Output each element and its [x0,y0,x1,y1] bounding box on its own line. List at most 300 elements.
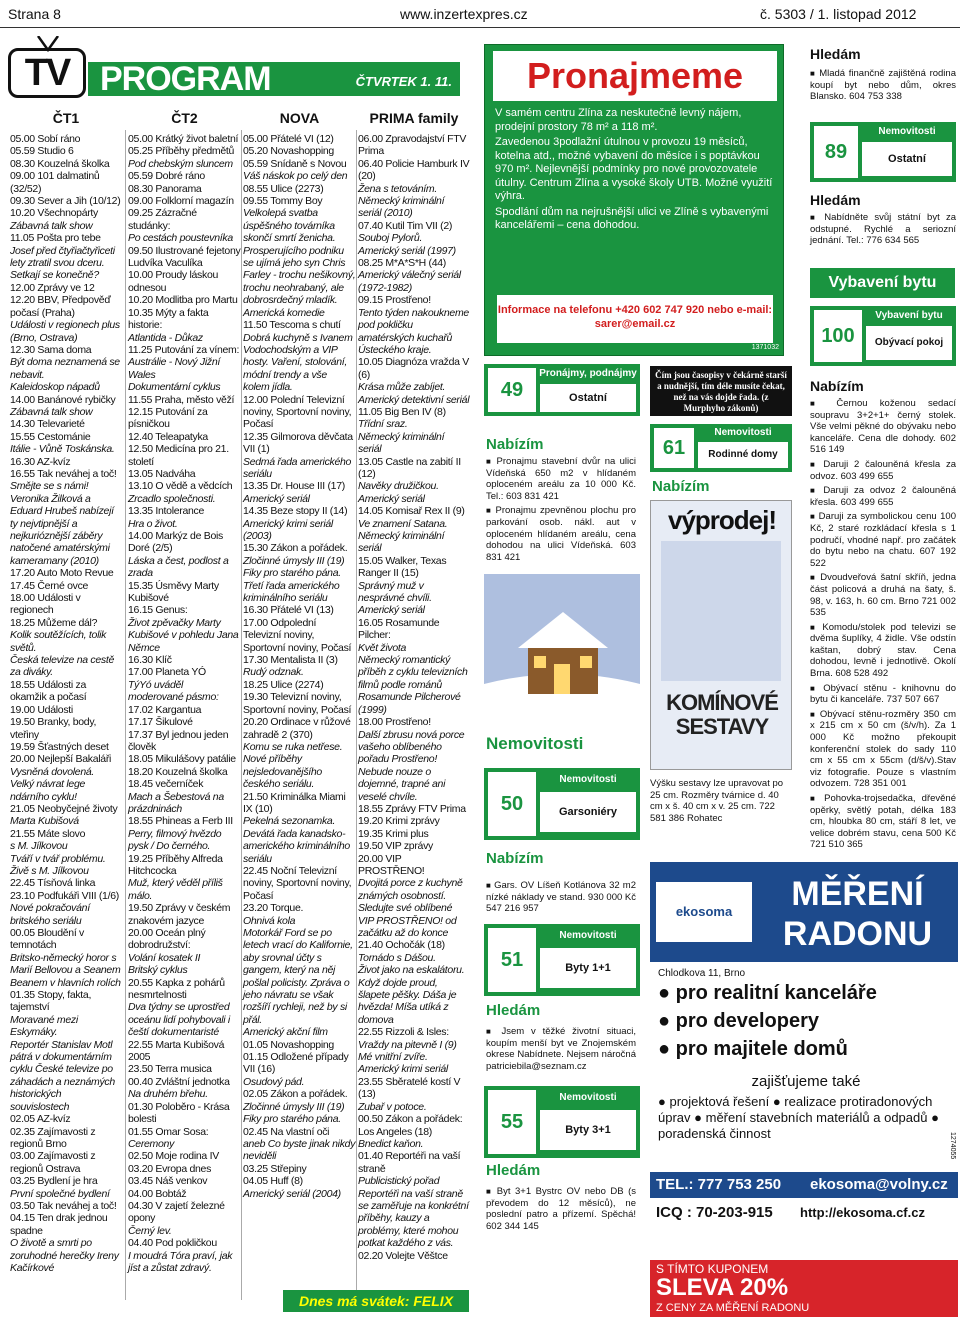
program-entry: 05.00 Přátelé VI (12) [243,133,334,145]
program-entry: 09.55 Tommy Boy [243,195,323,208]
program-entry: Třídní sraz. [358,418,408,431]
classified-ad: ■ Gars. OV Líšeň Kotlánova 32 m2 nízké náklady ve stand. 930 000 Kč 547 216 957 [486,880,636,915]
classified-ad: ■ Dvoudveřová šatní skříň, jedna část policová a druhá na šaty, š. 98, v. 163, h. 60 cm. Brno 721 002 535 [810,572,956,618]
program-entry: 12.00 Zprávy ve 12 [10,281,95,294]
program-entry: Zubař v potoce. [358,1100,427,1113]
program-entry: Německý romantický příběh z cyklu televizních filmů podle románů Rosamunde Pilcherové (1999) [358,654,468,716]
program-entry: 01.15 Odložené případy VII (16) [243,1051,349,1076]
program-entry: Dokumentární cyklus [128,381,221,394]
chimney-sale-ad [650,500,792,770]
program-entry: Muž, který věděl příliš málo. [128,877,223,902]
subcategory: Ostatní [540,384,636,412]
program-entry: 04.30 V zajetí železné opony [128,1199,225,1225]
program-entry: 03.00 Zajímavosti z regionů Ostrava [10,1150,96,1175]
radon-ad-address: Chlodkova 11, Brno [658,968,746,979]
program-entry: 03.45 Náš venkov [128,1175,208,1188]
radon-contact-bar [650,1172,958,1198]
classified-ad: ■ Komodu/stolek pod televizi se dvěma šuplíky, 4 židle. Vše odstín kaštan, dobrý stav. Cena dohodou, levně i jednotlivě. Okolí Brna. 608 528 492 [810,622,956,680]
category-number: 89 [814,126,858,178]
classified-ad: ■ Pronajmu stavební dvůr na ulici Vídeňská 650 m2 v hlídaném oploceném areálu za 10 000 Kč. Tel.: 603 831 421 [486,456,636,502]
rental-ad-line: Zavedenou 3podlažní útulnou v provozu 19 měsíců, kotelna atd., možné vybavení do měsíce i s poptávkou 970 m². Nejlevnější podmínky pro nové provozovatele útulny. Centrum Zlína a vysoké školy UTB. Možné využití výhra. [495,136,773,202]
program-entry: 12.30 Sama doma [10,343,92,356]
radon-phone[interactable]: TEL.: 777 753 250 [656,1176,782,1193]
program-entry: Události v regionech plus (Brno, Ostrava) [10,319,120,344]
category-name: Vybavení bytu [875,310,943,321]
program-entry: 19.30 Televizní noviny, Sportovní noviny, Počasí [243,691,352,716]
program-day: ČTVRTEK 1. 11. [355,74,452,89]
category-name: Nemovitosti [878,126,936,137]
program-entry: Vysněná dovolená. [10,765,95,778]
program-entry: 18.55 Phineas a Ferb III [128,815,233,828]
program-entry: 20.20 Ordinace v růžové zahradě 2 (370) [243,716,351,741]
program-entry: 05.20 Novashopping [243,145,334,158]
program-entry: 14.35 Beze stopy II (14) [243,505,348,518]
program-entry: 21.40 Ochočák (18) [358,939,445,952]
program-entry: 10.20 Modlitba pro Martu [128,294,238,307]
divider [356,130,357,1300]
program-entry: 03.50 Tak neváhej a toč! [10,1199,117,1212]
program-entry: Mé vnitřní zvíře. [358,1051,428,1064]
subcategory: Ostatní [862,142,952,176]
program-entry: 05.59 Studio 6 [10,145,74,158]
program-entry: 01.55 Omar Sosa: [128,1125,209,1138]
program-entry: Zábavná talk show [10,405,93,418]
program-entry: 13.05 Nadváha [128,467,196,480]
category-name: Nemovitosti [714,427,772,438]
program-entry: Tento týden nakoukneme pod pokličku amatérských kuchařů Ústeckého kraje. [358,306,469,356]
program-entry: O životě a smrti po zoruhodné herečky Ireny Kačírkové [10,1237,119,1274]
program-entry: 09.25 Zázračné studánky: [128,207,197,232]
program-entry: 12.40 Teleapatyka [128,430,208,443]
program-entry: Být doma neznamená se nebavit. [10,356,120,381]
classified-ad: ■ Daruji za odvoz 2 čalouněná křesla. 603 499 655 [810,485,956,508]
section-title-furniture: Vybavení bytu [810,268,955,298]
radon-email[interactable]: ekosoma@volny.cz [810,1176,948,1193]
classified-ad: ■ Daruji za symbolickou cenu 100 Kč, 2 staré rozkládací křesla s 1 područí, vhodné např. pro začátek do bytu nebo na chatu. 607 192 522 [810,511,956,569]
program-entry: 18.55 Zprávy FTV Prima [358,802,466,815]
website[interactable]: www.inzertexpres.cz [400,6,528,22]
program-entry: Americký seriál [358,604,425,617]
program-entry: 02.05 AZ-kvíz [10,1113,71,1126]
program-entry: 12.20 BBV, Předpověď počasí (Praha) [10,294,111,319]
program-entry: 06.00 Zpravodajství FTV Prima [358,133,467,158]
program-entry: Americký seriál (1997) [358,244,456,257]
rental-ad [484,44,784,356]
program-entry: Britský cyklus [128,964,188,977]
section-label: Nabízím [652,478,710,495]
name-day-banner: Dnes má svátek: FELIX [283,1290,469,1312]
radon-target: ● pro realitní kanceláře [658,982,877,1004]
program-entry: Americký krimi seriál [358,1063,448,1076]
program-entry: Kaleidoskop nápadů [10,381,100,394]
program-entry: Pod chebským sluncem [128,157,233,170]
subcategory: Obývací pokoj [866,326,952,360]
program-entry: 08.25 M*A*S*H (44) [358,257,446,270]
program-entry: 03.25 Bydlení je hra [10,1175,98,1188]
program-entry: 21.05 Neobyčejné životy [10,802,118,815]
category-number: 51 [488,928,536,992]
program-entry: 14.30 Televarieté [10,418,85,431]
program-entry: 14.05 Komisař Rex II (9) [358,505,465,518]
program-entry: 09.50 Ilustrované fejetony Ludvíka Vaculíka [128,244,241,270]
program-entry: 18.00 Prostřeno! [358,716,431,729]
rental-ad-text [495,107,775,235]
program-entry: 17.45 Černé ovce [10,579,89,592]
program-entry: 05.00 Sobí ráno [10,133,81,145]
category-box-51 [484,924,640,996]
classified-ad: ■ Daruji 2 čalouněná křesla za odvoz. 603 499 655 [810,459,956,482]
program-entry: 16.30 AZ-kvíz [10,455,71,468]
program-entry: 12.35 Gilmorova děvčata VII (1) [243,430,353,456]
program-entry: 23.20 Torque. [243,902,304,915]
program-entry: Americký válečný seriál (1972-1982) [358,269,461,294]
program-entry: 18.20 Kouzelná školka [128,765,228,778]
program-entry: 05.00 Krátký život baletní [128,133,239,145]
ad-code: 1274055 [949,1132,956,1160]
coupon [650,1260,958,1317]
program-entry: 02.35 Zajímavosti z regionů Brno [10,1125,96,1150]
program-entry: Německý kriminální seriál [358,430,445,456]
program-entry: 17.30 Mentalista II (3) [243,654,338,667]
program-entry: 12.00 Polední Televizní noviny, Sportovní noviny, Počasí [243,393,352,431]
category-box-100 [810,306,956,366]
channel-header-ct2: ČT2 [171,110,198,126]
program-entry: 10.20 Všechnopárty [10,207,98,220]
program-entry: 04.00 Bobtáž [128,1187,187,1200]
classified-ad: ■ Černou koženou sedací soupravu 3+2+1+ černý stolek. Vše velmi pěkné do obývaku nebo kanceláře. Cena dle dohody. 602 516 149 [810,398,956,456]
program-entry: Souboj Pylorů. [358,232,423,245]
radon-target: ● pro majitele domů [658,1038,848,1060]
program-entry: 16.55 Tak neváhej a toč! [10,467,117,480]
program-entry: 19.50 Branky, body, vteřiny [10,716,97,741]
program-entry: Navěky družičkou. [358,480,439,493]
section-label: Nabízím [810,378,864,394]
program-entry: Pekelná sezonamka. [243,815,336,828]
program-entry: 05.59 Snídaně s Novou [243,157,347,170]
program-entry: 08.30 Panorama [128,182,202,195]
program-entry: Láska a čest, podlost a zrada [128,554,229,580]
program-entry: 21.50 Kriminálka Miami IX (10) [243,790,346,815]
program-entry: 18.25 Ulice (2274) [243,678,324,691]
program-entry: Velký návrat lege ndárního cyklu! [10,778,86,803]
program-entry: I moudrá Tóra praví, jak jíst a zůstat zdravý. [128,1249,233,1274]
program-entry: Ohnivá kola [243,914,296,927]
program-entry: 02.50 Moje rodina IV [128,1150,219,1163]
program-entry: Velkolepá svatba úspěšného továrníka skončí smrtí ženicha. Prosperujícího podniku se ujímá jeho syn Chris Farley - trochu nešikovný, trochu neohrabaný, ale dobrosrdečný mladík. [243,207,356,307]
classified-ad: ■ Pohovka-trojsedačka, dřevěné opěrky, světlý potah, délka 183 cm, hloubka 80 cm, stáří 8 let, ve velice dobrém stavu, cena 500 Kč 721 510 365 [810,793,956,851]
category-number: 49 [488,368,536,412]
program-entry: 04.05 Huff (8) [243,1175,303,1188]
coupon-line: Z CENY ZA MĚŘENÍ RADONU [656,1302,810,1314]
classified-ads-55 [486,1186,636,1235]
program-entry: Smějte se s námi! Veronika Žilková a Eduard Hrubeš nabízejí ty nejvtipnější a nejkurióznější záběry natočené amatérskými kameramany (2010) [10,480,114,567]
program-entry: 20.55 Kapka z pohárů nesmrtelnosti [128,976,225,1002]
section-label: Nabízím [486,850,544,867]
program-entry: Žena s tetováním. [358,182,437,195]
program-entry: Vraždy na pitevně I (9) [358,1038,457,1051]
program-entry: 17.02 Kargantua [128,703,202,716]
program-entry: Život zpěvačky Marty Kubišové v pohledu Jana Němce [128,616,239,654]
program-entry: 10.35 Mýty a fakta historie: [128,306,209,332]
program-entry: 06.40 Policie Hamburk IV (20) [358,157,470,183]
classified-ads-49 [486,456,636,566]
radon-icq: ICQ : 70-203-915 [656,1204,773,1221]
program-entry: Britsko-německý horor s Marií Bellovou a Seanem Beanem v hlavních rolích [10,951,121,989]
program-entry: Správný muž v nesprávné chvíli. [358,579,432,605]
sale-title: výprodej! [667,505,777,535]
classified-ads-51 [486,1026,636,1075]
program-entry: 23.55 Sběratelé kostí V (13) [358,1075,461,1101]
program-entry: Zločinné úmysly III (19) [243,554,345,567]
channel-listing-ct2 [128,133,241,1274]
program-entry: Americký akční film [243,1026,328,1039]
program-entry: 17.20 Auto Moto Revue [10,567,114,580]
program-entry: 22.55 Rizzoli & Isles: [358,1026,449,1039]
program-entry: Americký seriál [358,492,425,505]
program-entry: Dobrá kuchyně s Ivanem Vodochodským a VIP hosty. Vaření, stolování, módní trendy a vše kolem jídla. [243,331,353,394]
program-entry: Osudový pád. [243,1075,305,1088]
section-title-nemovitosti: Nemovitosti [486,734,584,753]
rental-ad-title: Pronajmeme [493,51,777,101]
category-box-50 [484,768,640,840]
classified-ad: ■ Nabídněte svůj státní byt za odstupné. Rychlé a seriozní jednání. Tel.: 776 634 565 [810,212,956,247]
program-entry: 10.05 Diagnóza vražda V (6) [358,356,470,381]
program-entry: 22.55 Marta Kubišová 2005 [128,1038,225,1064]
program-entry: 19.59 Šťastných deset [10,740,109,753]
program-entry: 12.50 Medicína pro 21. století [128,443,229,468]
classified-ad: ■ Obývací stěnu-rozměry 350 cm x 215 cm x 50 cm (š/v/h). Za 1 000 Kč možno překoupit konferenční stolek do sady 110 cm x 55 cm x 55cm (d/š/v).Stav viz fotografie. Pouze s vlastním odvozem. 728 351 001 [810,709,956,790]
program-entry: Atlantida - Důkaz [128,331,203,344]
rental-ad-line: V samém centru Zlína za neskutečně levný nájem, prodejní prostory 78 m² a 118 m². [495,107,742,133]
classified-ads-50 [486,880,636,918]
category-number: 55 [488,1090,536,1154]
radon-services-title: zajišťujeme také [751,1073,861,1090]
classified-ad: ■ Mladá finančně zajištěná rodina koupí byt nebo dům, okres Blansko. 604 753 338 [810,68,956,103]
program-entry: Na druhém břehu. [128,1088,208,1101]
program-entry: Volání kosatek II [128,951,201,964]
program-entry: 04.40 Pod pokličkou [128,1237,217,1250]
program-entry: Fiky pro starého pána. [243,1113,341,1126]
program-entry: Dva týdny se uprostřed oceánu lidí pohybovali i čeští dokumentaristé [128,1001,230,1039]
fireplace-image [661,541,781,681]
classified-ad: ■ Byt 3+1 Bystrc OV nebo DB (s převodem do 12 měsíců), ne poslední patro a přízemí. Spěchá! 602 344 145 [486,1186,636,1232]
channel-header-ct1: ČT1 [52,110,80,126]
program-entry: 19.20 Krimi zprávy [358,815,440,828]
page-header [0,0,960,28]
program-entry: aneb Co byste jinak nikdy neviděli [243,1137,356,1163]
winter-house-image [484,574,640,724]
program-entry: 11.55 Praha, město věží [128,393,235,406]
program-entry: 02.45 Na vlastní oči [243,1125,330,1138]
radon-web[interactable]: http://ekosoma.cf.cz [800,1205,925,1220]
classified-ad: ■ Obývací stěnu - knihovnu do bytu či kanceláře. 737 507 667 [810,683,956,706]
program-entry: 18.45 večerníček [128,778,204,791]
program-entry: Austrálie - Nový Jižní Wales [128,356,221,381]
program-entry: Josef před čtyřiačtyřiceti lety ztratil svou dceru. Setkají se konečně? [10,244,115,282]
section-label: Hledám [486,1162,541,1179]
program-entry: 18.00 Události v regionech [10,592,81,617]
radon-services: ● projektová řešení ● realizace protiradonových úprav ● měření stavebních materiálů a odpadů ● poradenská činnost [658,1094,939,1141]
program-entry: 07.40 Kutil Tim VII (2) [358,219,453,232]
issue-date: č. 5303 / 1. listopad 2012 [760,6,917,22]
classified-ads-furniture [810,398,956,858]
section-label: Hledám [486,1002,541,1019]
radon-contact-bar-2 [650,1200,958,1226]
program-entry: Motorkář Ford se po letech vrací do Kalifornie, aby srovnal účty s gangem, který na něj pošlal policisty. Zpráva o jeho návratu se však rozšíří rychleji, než by si přál. [243,927,353,1026]
program-entry: 13.05 Castle na zabití II (12) [358,455,461,480]
program-entry: 19.50 VIP zprávy [358,840,433,853]
program-entry: Publicistický pořad Reportéři na vaší straně se zaměřuje na konkrétní příběhy, kauzy a problémy, které mohou potkat každého z vás. [358,1175,469,1250]
murphy-quote: Čím jsou časopisy v čekárně starší a nudnější, tím déle musíte čekat, než na vás dojde řada. (z Murphyho zákonů) [650,366,792,416]
channel-listing-prima [358,133,470,1262]
program-entry: Dvojitá porce z kuchyně známých osobností. Sledujte své oblíbené VIP PROSTŘENO! od začátku až do konce [358,877,463,939]
program-entry: První společné bydlení [10,1187,110,1200]
subcategory: Rodinné domy [698,442,788,468]
program-entry: 16.30 Klíč [128,654,172,667]
ad-code: 1371032 [751,344,779,352]
program-entry: Tváří v tvář problému. Živě s M. Jílkovou [10,852,106,877]
program-entry: Moravané mezi Eskymáky. [10,1013,78,1039]
subcategory: Byty 1+1 [540,948,636,988]
program-entry: 01.35 Stopy, fakta, tajemství [10,989,92,1014]
program-entry: Život jako na eskalátoru. Když dojde proud, šlapete pěšky. Dáša je hvězda! Míša utíká z domova [358,964,465,1026]
program-entry: 05.59 Dobré ráno [128,170,205,183]
chimney-ad-text: Výšku sestavy lze upravovat po 25 cm. Rozměry tvárnice d. 40 cm x š. 40 cm x v. 25 cm. 722 581 386 Rohatec [650,778,784,824]
program-entry: 01.40 Reportéři na vaší straně [358,1150,461,1175]
program-entry: 15.30 Zákon a pořádek. [243,542,348,555]
coupon-discount: SLEVA 20% [656,1274,789,1301]
program-entry: 02.20 Volejte Věštce [358,1249,448,1262]
program-entry: Hra o život. [128,517,178,530]
category-name: Nemovitosti [559,930,617,941]
program-entry: Česká televize na cestě za diváky. [10,654,114,679]
program-entry: Německý kriminální seriál (2010) [358,195,445,220]
program-entry: 02.05 Zákon a pořádek. [243,1088,348,1101]
program-entry: Bnedict kaňon. [358,1137,424,1150]
program-entry: 16.05 Rosamunde Pilcher: [358,616,440,642]
channel-header-prima: PRIMA family [369,110,459,126]
program-entry: 23.50 Terra musica [128,1063,212,1076]
category-name: Nemovitosti [559,1092,617,1103]
rental-ad-contact[interactable]: Informace na telefonu +420 602 747 920 nebo e-mail: sarer@email.cz [497,295,773,343]
section-label: Hledám [810,192,861,208]
program-entry: Reportér Stanislav Motl pátrá v dokumentárním cyklu České televize po záhadách a neznámých historických souvislostech [10,1038,115,1113]
subcategory: Garsoniéry [540,792,636,832]
program-entry: Rudý odznak. [243,666,304,679]
program-entry: 13.10 O vědě a vědcích [128,480,233,493]
category-name: Pronájmy, podnájmy [539,368,637,379]
channel-listing-ct1 [10,133,122,1274]
program-entry: Sedmá řada amerického seriálu [243,455,352,480]
tv-logo: TV [8,48,86,98]
program-entry: Nové příběhy nejsledovanějšího českého seriálu. [243,753,322,791]
program-entry: 09.00 Folklorní magazín [128,195,234,208]
program-entry: 09.15 Prostřeno! [358,294,431,307]
program-entry: 23.10 Podfukáři VIII (1/6) [10,889,119,902]
category-box-55 [484,1086,640,1158]
category-number: 61 [654,428,694,468]
program-entry: Americký krimi seriál (2003) [243,517,333,542]
rental-ad-line: Spodlání dům na nejrušnější ulici ve Zlíně s vybavenými kancelářemi – cena dohodou. [495,205,769,231]
program-entry: 09.30 Sever a Jih (10/12) [10,195,121,208]
program-entry: 00.50 Zákon a pořádek: Los Angeles (18) [358,1113,463,1138]
program-entry: 11.05 Big Ben IV (8) [358,405,446,418]
program-entry: Zločinné úmysly III (19) [243,1100,345,1113]
program-entry: Krása může zabíjet. [358,381,446,394]
program-entry: 18.55 Události za okamžik a počasí [10,678,87,704]
category-number: 50 [488,772,536,836]
program-entry: 01.05 Novashopping [243,1038,334,1051]
program-entry: 15.05 Walker, Texas Ranger II (15) [358,554,447,580]
program-entry: 19.50 Zprávy v českém znakovém jazyce [128,902,231,927]
program-entry: 19.35 Krimi plus [358,827,429,840]
program-entry: 11.05 Pošta pro tebe [10,232,101,245]
radon-target: ● pro developery [658,1010,820,1032]
program-banner [88,62,460,96]
program-entry: 00.40 Zvláštní jednotka [128,1075,230,1088]
program-entry: 11.25 Putování za vínem: [128,343,240,356]
program-entry: Ceremony [128,1137,175,1150]
program-entry: s M. Jílkovou [10,840,68,853]
category-name: Nemovitosti [559,774,617,785]
program-entry: Zrcadlo společnosti. [128,492,216,505]
program-entry: Po cestách poustevníka [128,232,233,245]
program-entry: 17.00 Odpolední Televizní noviny, Sportovní noviny, Počasí [243,616,352,654]
program-entry: 11.50 Tescoma s chutí [243,319,341,332]
classified-ads-right-1 [810,68,956,106]
radon-ad-title: MĚŘENÍ RADONU [782,875,933,953]
program-entry: 13.35 Dr. House III (17) [243,480,345,493]
coupon-line: S TÍMTO KUPONEM [656,1262,769,1276]
program-entry: 22.45 Tísňová linka [10,877,96,890]
program-entry: Americký seriál (2004) [243,1187,341,1200]
category-box-61 [650,424,792,472]
program-entry: Černý lev. [128,1224,172,1237]
program-entry: Marta Kubišová [10,815,79,828]
program-entry: 18.05 Mikulášovy patálie [128,753,236,766]
program-entry: 17.17 Šikulové [128,716,193,729]
classified-ad: ■ Pronajmu zpevněnou plochu pro parkování osob. nákl. aut v oploceném hlídaném areálu, cena dohodou na ulici Vídeňská. 603 831 421 [486,505,636,563]
channel-listing-nova [243,133,356,1200]
program-entry: 15.35 Úsměvy Marty Kubišové [128,579,219,605]
program-entry: 14.00 Markýz de Bois Doré (2/5) [128,530,223,555]
program-entry: Váš náskok po celý den [243,170,348,183]
category-box-89 [810,122,956,182]
program-entry: 04.15 Ten drak jednou spadne [10,1212,108,1237]
program-entry: Fiky pro starého pána. [243,567,341,580]
program-entry: 01.30 Poloběro - Krása bolesti [128,1100,230,1126]
program-entry: 10.00 Proudy láskou odnesou [128,269,219,294]
program-entry: Kolik soutěžících, tolik světů. [10,629,107,654]
program-entry: 13.35 Intolerance [128,505,205,518]
program-entry: Tornádo s Dášou. [358,951,436,964]
program-entry: Americký detektivní seriál [358,393,470,406]
category-number: 100 [814,310,862,362]
program-entry: Německý kriminální seriál [358,530,445,555]
program-entry: 19.25 Příběhy Alfreda Hitchcocka [128,852,223,877]
divider [125,130,126,1300]
program-entry: Další zbrusu nová porce vašeho oblíbeného pořadu Prostřeno! Nebude nouze o dojemné, trapné ani veselé chvíle. [358,728,465,803]
radon-ad [650,862,958,1317]
program-entry: Americká komedie [243,306,325,319]
program-entry: Zábavná talk show [10,219,93,232]
program-entry: Třetí řada amerického kriminálního seriálu [243,579,340,605]
sale-subtitle: KOMÍNOVÉ SESTAVY [666,690,778,739]
program-entry: Mach a Šebestová na prázdninách [128,790,224,815]
program-entry: 12.15 Putování za písničkou [128,405,208,431]
program-entry: 20.00 VIP PROSTŘENO! [358,852,425,877]
program-entry: 03.20 Evropa dnes [128,1162,212,1175]
